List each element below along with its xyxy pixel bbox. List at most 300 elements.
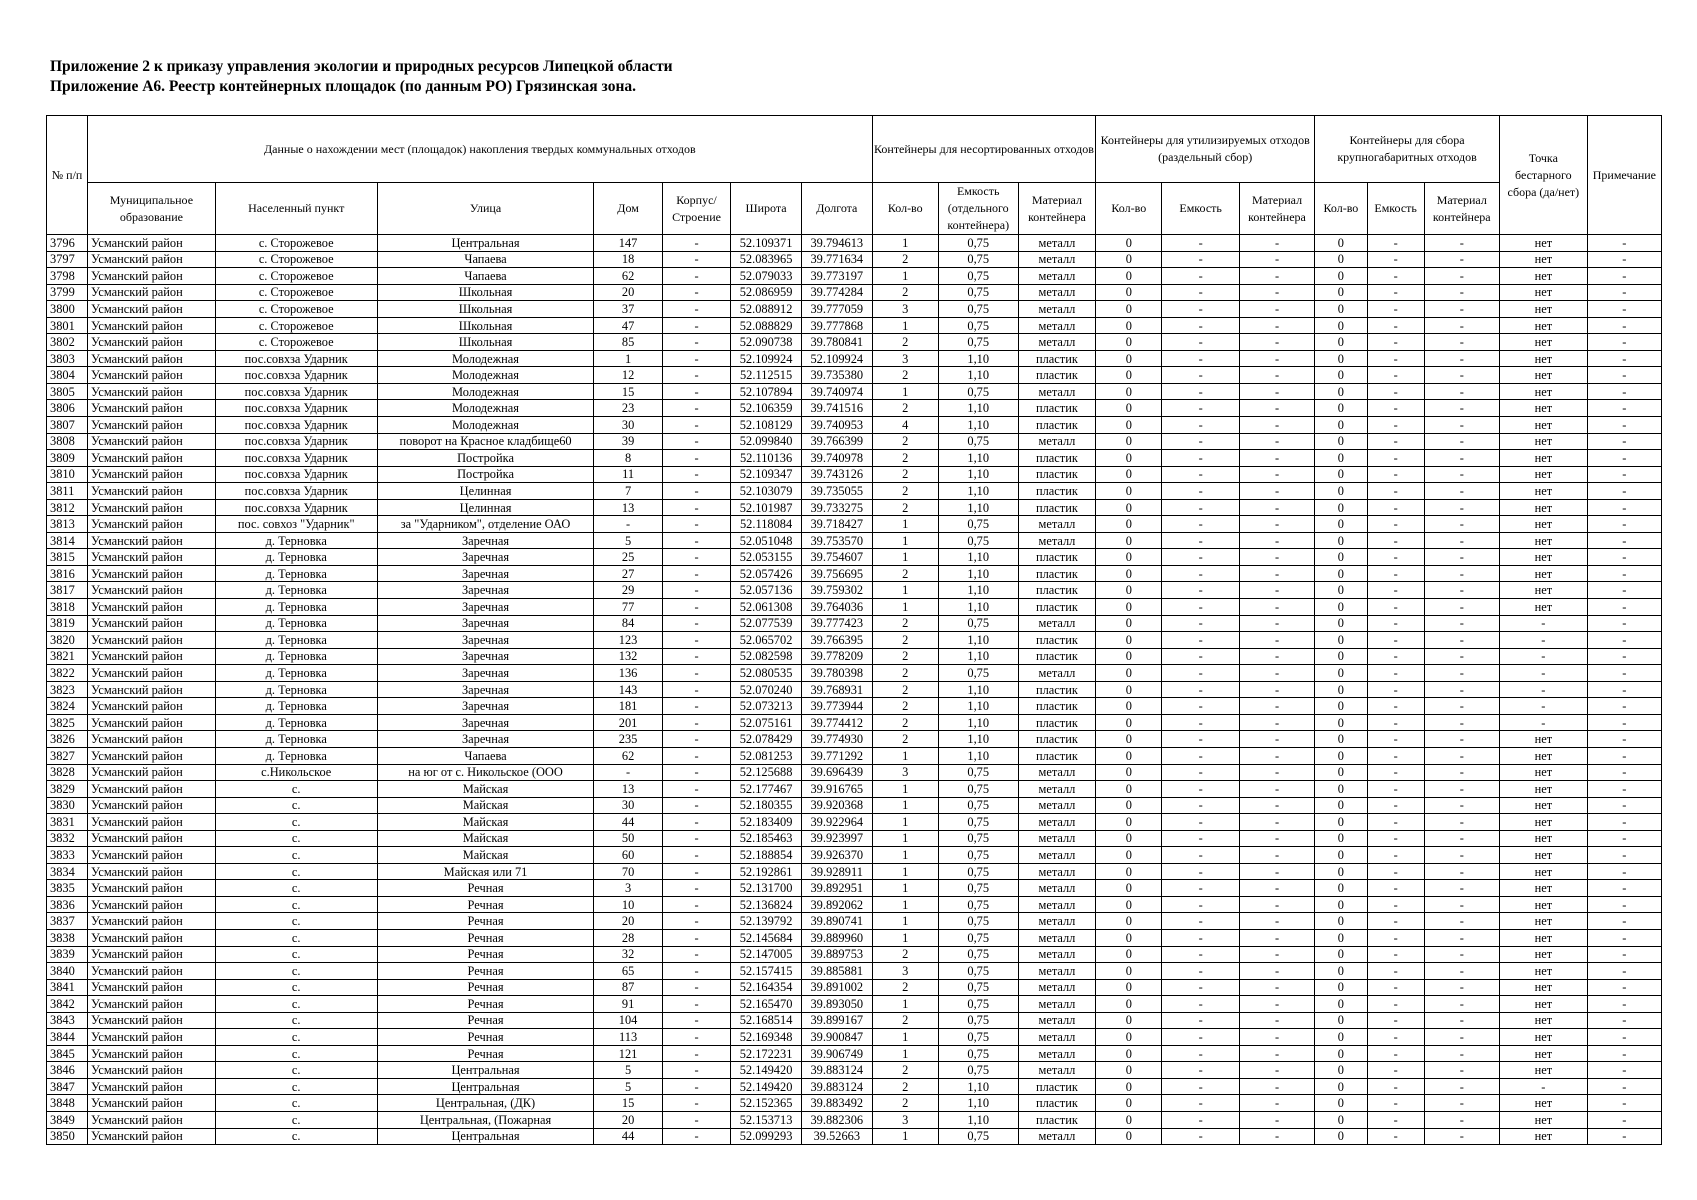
unsorted-material-cell: металл xyxy=(1018,235,1096,252)
municipality-cell: Усманский район xyxy=(88,284,216,301)
recycled-material-cell: - xyxy=(1239,1029,1314,1046)
bulky-material-cell: - xyxy=(1424,383,1499,400)
unsorted-capacity-cell: 0,75 xyxy=(938,781,1018,798)
building-cell: - xyxy=(662,797,730,814)
unsorted-capacity-cell: 0,75 xyxy=(938,880,1018,897)
table-row xyxy=(47,764,1662,781)
bulky-capacity-cell: - xyxy=(1367,268,1424,285)
bulky-material-cell: - xyxy=(1424,896,1499,913)
unsorted-count-cell: 2 xyxy=(872,1095,938,1112)
longitude-cell: 39.794613 xyxy=(801,235,872,252)
recycled-capacity-cell: - xyxy=(1162,963,1240,980)
bulky-material-cell: - xyxy=(1424,781,1499,798)
unsorted-count-cell: 3 xyxy=(872,963,938,980)
unsorted-material-cell: металл xyxy=(1018,665,1096,682)
house-cell: 15 xyxy=(594,1095,662,1112)
latitude-cell: 52.051048 xyxy=(731,532,802,549)
bulky-material-header: Материал контейнера xyxy=(1424,183,1499,235)
bagless-cell: нет xyxy=(1499,565,1587,582)
municipality-cell: Усманский район xyxy=(88,797,216,814)
recycled-count-cell: 0 xyxy=(1096,1111,1162,1128)
recycled-material-cell: - xyxy=(1239,367,1314,384)
recycled-capacity-cell: - xyxy=(1162,979,1240,996)
table-row xyxy=(47,284,1662,301)
building-cell: - xyxy=(662,400,730,417)
municipality-cell: Усманский район xyxy=(88,681,216,698)
bulky-material-cell: - xyxy=(1424,880,1499,897)
latitude-cell: 52.057136 xyxy=(731,582,802,599)
settlement-cell: с. xyxy=(215,880,377,897)
settlement-cell: с. xyxy=(215,1029,377,1046)
unsorted-material-cell: металл xyxy=(1018,929,1096,946)
recycled-material-cell: - xyxy=(1239,1012,1314,1029)
recycled-material-cell: - xyxy=(1239,417,1314,434)
note-cell: - xyxy=(1587,946,1661,963)
building-cell: - xyxy=(662,781,730,798)
note-cell: - xyxy=(1587,284,1661,301)
bulky-material-cell: - xyxy=(1424,516,1499,533)
row-number: 3818 xyxy=(47,599,88,616)
bulky-material-cell: - xyxy=(1424,714,1499,731)
recycled-capacity-cell: - xyxy=(1162,764,1240,781)
longitude-cell: 39.756695 xyxy=(801,565,872,582)
latitude-cell: 52.053155 xyxy=(731,549,802,566)
recycled-material-cell: - xyxy=(1239,1045,1314,1062)
bulky-capacity-cell: - xyxy=(1367,946,1424,963)
latitude-cell: 52.086959 xyxy=(731,284,802,301)
building-cell: - xyxy=(662,996,730,1013)
note-cell: - xyxy=(1587,764,1661,781)
house-cell: 30 xyxy=(594,417,662,434)
unsorted-material-cell: пластик xyxy=(1018,714,1096,731)
building-cell: - xyxy=(662,499,730,516)
longitude-cell: 39.773197 xyxy=(801,268,872,285)
row-number: 3834 xyxy=(47,863,88,880)
bulky-count-cell: 0 xyxy=(1315,599,1367,616)
settlement-cell: д. Терновка xyxy=(215,681,377,698)
recycled-material-cell: - xyxy=(1239,317,1314,334)
recycled-material-cell: - xyxy=(1239,565,1314,582)
bulky-count-cell: 0 xyxy=(1315,929,1367,946)
row-number: 3833 xyxy=(47,847,88,864)
building-cell: - xyxy=(662,1078,730,1095)
note-cell: - xyxy=(1587,599,1661,616)
unsorted-count-cell: 3 xyxy=(872,764,938,781)
title-line-1: Приложение 2 к приказу управления экологии и природных ресурсов Липецкой области xyxy=(50,58,673,75)
longitude-cell: 39.780841 xyxy=(801,334,872,351)
latitude-cell: 52.109347 xyxy=(731,466,802,483)
bagless-cell: нет xyxy=(1499,764,1587,781)
unsorted-count-cell: 2 xyxy=(872,565,938,582)
recycled-count-cell: 0 xyxy=(1096,764,1162,781)
recycled-capacity-cell: - xyxy=(1162,681,1240,698)
bulky-material-cell: - xyxy=(1424,1095,1499,1112)
recycled-capacity-cell: - xyxy=(1162,301,1240,318)
recycled-material-cell: - xyxy=(1239,963,1314,980)
recycled-capacity-cell: - xyxy=(1162,334,1240,351)
bulky-capacity-cell: - xyxy=(1367,483,1424,500)
municipality-cell: Усманский район xyxy=(88,483,216,500)
recycled-capacity-cell: - xyxy=(1162,615,1240,632)
building-cell: - xyxy=(662,681,730,698)
recycled-count-cell: 0 xyxy=(1096,681,1162,698)
building-cell: - xyxy=(662,1029,730,1046)
settlement-cell: д. Терновка xyxy=(215,599,377,616)
bulky-capacity-cell: - xyxy=(1367,417,1424,434)
latitude-header: Широта xyxy=(731,183,802,235)
row-number: 3824 xyxy=(47,698,88,715)
unsorted-count-cell: 2 xyxy=(872,284,938,301)
house-cell: 136 xyxy=(594,665,662,682)
unsorted-material-cell: пластик xyxy=(1018,582,1096,599)
recycled-count-cell: 0 xyxy=(1096,863,1162,880)
unsorted-material-cell: металл xyxy=(1018,301,1096,318)
street-cell: Чапаева xyxy=(377,747,594,764)
row-number: 3839 xyxy=(47,946,88,963)
recycled-capacity-cell: - xyxy=(1162,1045,1240,1062)
recycled-capacity-header: Емкость xyxy=(1162,183,1240,235)
row-number: 3827 xyxy=(47,747,88,764)
bulky-count-cell: 0 xyxy=(1315,681,1367,698)
bulky-capacity-cell: - xyxy=(1367,301,1424,318)
municipality-cell: Усманский район xyxy=(88,747,216,764)
bulky-count-cell: 0 xyxy=(1315,880,1367,897)
recycled-count-cell: 0 xyxy=(1096,714,1162,731)
latitude-cell: 52.139792 xyxy=(731,913,802,930)
recycled-count-cell: 0 xyxy=(1096,499,1162,516)
note-cell: - xyxy=(1587,979,1661,996)
recycled-material-cell: - xyxy=(1239,1062,1314,1079)
bulky-capacity-cell: - xyxy=(1367,929,1424,946)
note-cell: - xyxy=(1587,681,1661,698)
municipality-cell: Усманский район xyxy=(88,251,216,268)
settlement-cell: с. xyxy=(215,946,377,963)
building-cell: - xyxy=(662,1012,730,1029)
unsorted-capacity-cell: 1,10 xyxy=(938,1078,1018,1095)
bulky-material-cell: - xyxy=(1424,317,1499,334)
recycled-count-cell: 0 xyxy=(1096,483,1162,500)
bulky-material-cell: - xyxy=(1424,1111,1499,1128)
building-cell: - xyxy=(662,1045,730,1062)
street-cell: Чапаева xyxy=(377,268,594,285)
recycled-material-cell: - xyxy=(1239,665,1314,682)
house-cell: 20 xyxy=(594,913,662,930)
bulky-capacity-cell: - xyxy=(1367,747,1424,764)
unsorted-count-cell: 3 xyxy=(872,301,938,318)
recycled-count-cell: 0 xyxy=(1096,632,1162,649)
longitude-cell: 39.889753 xyxy=(801,946,872,963)
recycled-capacity-cell: - xyxy=(1162,1012,1240,1029)
note-cell: - xyxy=(1587,1095,1661,1112)
bulky-count-cell: 0 xyxy=(1315,665,1367,682)
unsorted-material-cell: металл xyxy=(1018,532,1096,549)
latitude-cell: 52.177467 xyxy=(731,781,802,798)
bulky-material-cell: - xyxy=(1424,582,1499,599)
bagless-cell: нет xyxy=(1499,863,1587,880)
building-cell: - xyxy=(662,466,730,483)
bagless-cell: нет xyxy=(1499,731,1587,748)
house-cell: 62 xyxy=(594,268,662,285)
bulky-count-cell: 0 xyxy=(1315,350,1367,367)
building-cell: - xyxy=(662,963,730,980)
recycled-capacity-cell: - xyxy=(1162,830,1240,847)
recycled-count-header: Кол-во xyxy=(1096,183,1162,235)
note-cell: - xyxy=(1587,400,1661,417)
unsorted-capacity-cell: 0,75 xyxy=(938,284,1018,301)
longitude-cell: 39.696439 xyxy=(801,764,872,781)
house-cell: 39 xyxy=(594,433,662,450)
unsorted-count-cell: 1 xyxy=(872,1045,938,1062)
latitude-cell: 52.172231 xyxy=(731,1045,802,1062)
note-cell: - xyxy=(1587,847,1661,864)
row-number: 3844 xyxy=(47,1029,88,1046)
recycled-capacity-cell: - xyxy=(1162,632,1240,649)
unsorted-capacity-cell: 0,75 xyxy=(938,913,1018,930)
note-cell: - xyxy=(1587,1045,1661,1062)
settlement-cell: с. Сторожевое xyxy=(215,251,377,268)
recycled-capacity-cell: - xyxy=(1162,450,1240,467)
unsorted-capacity-cell: 0,75 xyxy=(938,615,1018,632)
unsorted-capacity-cell: 0,75 xyxy=(938,830,1018,847)
recycled-material-cell: - xyxy=(1239,251,1314,268)
house-cell: 70 xyxy=(594,863,662,880)
recycled-count-cell: 0 xyxy=(1096,334,1162,351)
street-cell: Центральная xyxy=(377,1078,594,1095)
latitude-cell: 52.192861 xyxy=(731,863,802,880)
municipality-cell: Усманский район xyxy=(88,582,216,599)
longitude-cell: 39.768931 xyxy=(801,681,872,698)
row-number: 3812 xyxy=(47,499,88,516)
bulky-count-cell: 0 xyxy=(1315,1012,1367,1029)
street-cell: Заречная xyxy=(377,681,594,698)
recycled-count-cell: 0 xyxy=(1096,1128,1162,1145)
street-cell: Майская xyxy=(377,781,594,798)
row-number: 3811 xyxy=(47,483,88,500)
house-cell: 121 xyxy=(594,1045,662,1062)
row-number: 3841 xyxy=(47,979,88,996)
building-cell: - xyxy=(662,747,730,764)
unsorted-material-cell: металл xyxy=(1018,1128,1096,1145)
house-cell: 25 xyxy=(594,549,662,566)
bulky-capacity-cell: - xyxy=(1367,532,1424,549)
bagless-cell: нет xyxy=(1499,913,1587,930)
house-cell: 87 xyxy=(594,979,662,996)
bulky-material-cell: - xyxy=(1424,400,1499,417)
latitude-cell: 52.169348 xyxy=(731,1029,802,1046)
recycled-count-cell: 0 xyxy=(1096,350,1162,367)
recycled-material-cell: - xyxy=(1239,599,1314,616)
latitude-cell: 52.082598 xyxy=(731,648,802,665)
bulky-capacity-cell: - xyxy=(1367,979,1424,996)
unsorted-capacity-cell: 1,10 xyxy=(938,632,1018,649)
settlement-cell: с. xyxy=(215,963,377,980)
unsorted-capacity-cell: 1,10 xyxy=(938,714,1018,731)
house-cell: 143 xyxy=(594,681,662,698)
bagless-cell: нет xyxy=(1499,268,1587,285)
municipality-cell: Усманский район xyxy=(88,632,216,649)
note-cell: - xyxy=(1587,483,1661,500)
bagless-cell: нет xyxy=(1499,946,1587,963)
bulky-capacity-cell: - xyxy=(1367,1012,1424,1029)
recycled-count-cell: 0 xyxy=(1096,317,1162,334)
note-cell: - xyxy=(1587,1111,1661,1128)
settlement-cell: д. Терновка xyxy=(215,747,377,764)
longitude-cell: 39.892062 xyxy=(801,896,872,913)
street-cell: Заречная xyxy=(377,648,594,665)
unsorted-count-cell: 2 xyxy=(872,979,938,996)
unsorted-count-cell: 2 xyxy=(872,681,938,698)
bulky-count-cell: 0 xyxy=(1315,317,1367,334)
street-cell: Молодежная xyxy=(377,383,594,400)
municipality-cell: Усманский район xyxy=(88,830,216,847)
note-cell: - xyxy=(1587,648,1661,665)
recycled-capacity-cell: - xyxy=(1162,268,1240,285)
bulky-count-cell: 0 xyxy=(1315,979,1367,996)
bulky-count-cell: 0 xyxy=(1315,714,1367,731)
bagless-cell: нет xyxy=(1499,334,1587,351)
note-cell: - xyxy=(1587,781,1661,798)
unsorted-count-cell: 2 xyxy=(872,731,938,748)
building-cell: - xyxy=(662,268,730,285)
recycled-material-cell: - xyxy=(1239,929,1314,946)
street-cell: за "Ударником", отделение ОАО xyxy=(377,516,594,533)
street-cell: Молодежная xyxy=(377,367,594,384)
latitude-cell: 52.075161 xyxy=(731,714,802,731)
unsorted-material-cell: пластик xyxy=(1018,549,1096,566)
recycled-capacity-cell: - xyxy=(1162,648,1240,665)
longitude-cell: 39.774412 xyxy=(801,714,872,731)
recycled-count-cell: 0 xyxy=(1096,549,1162,566)
row-number: 3822 xyxy=(47,665,88,682)
longitude-cell: 39.777868 xyxy=(801,317,872,334)
bulky-material-cell: - xyxy=(1424,532,1499,549)
unsorted-capacity-cell: 0,75 xyxy=(938,814,1018,831)
longitude-cell: 39.740974 xyxy=(801,383,872,400)
table-body xyxy=(47,235,1662,1145)
settlement-cell: с. xyxy=(215,847,377,864)
recycled-capacity-cell: - xyxy=(1162,582,1240,599)
settlement-cell: д. Терновка xyxy=(215,615,377,632)
unsorted-material-cell: металл xyxy=(1018,946,1096,963)
municipality-cell: Усманский район xyxy=(88,764,216,781)
bagless-cell: нет xyxy=(1499,797,1587,814)
bulky-count-cell: 0 xyxy=(1315,996,1367,1013)
bulky-material-cell: - xyxy=(1424,747,1499,764)
table-row xyxy=(47,599,1662,616)
row-number: 3797 xyxy=(47,251,88,268)
recycled-group-header: Контейнеры для утилизируемых отходов (раздельный сбор) xyxy=(1096,116,1315,183)
longitude-cell: 39.766395 xyxy=(801,632,872,649)
building-cell: - xyxy=(662,615,730,632)
recycled-material-cell: - xyxy=(1239,483,1314,500)
building-cell: - xyxy=(662,284,730,301)
bagless-cell: нет xyxy=(1499,350,1587,367)
recycled-count-cell: 0 xyxy=(1096,913,1162,930)
row-number: 3832 xyxy=(47,830,88,847)
recycled-count-cell: 0 xyxy=(1096,731,1162,748)
building-cell: - xyxy=(662,913,730,930)
note-cell: - xyxy=(1587,714,1661,731)
bulky-count-cell: 0 xyxy=(1315,466,1367,483)
recycled-capacity-cell: - xyxy=(1162,433,1240,450)
recycled-capacity-cell: - xyxy=(1162,781,1240,798)
row-number: 3849 xyxy=(47,1111,88,1128)
municipality-cell: Усманский район xyxy=(88,383,216,400)
unsorted-capacity-cell: 1,10 xyxy=(938,681,1018,698)
recycled-material-cell: - xyxy=(1239,714,1314,731)
unsorted-material-cell: металл xyxy=(1018,284,1096,301)
table-row xyxy=(47,516,1662,533)
unsorted-capacity-cell: 1,10 xyxy=(938,648,1018,665)
bulky-capacity-cell: - xyxy=(1367,714,1424,731)
house-cell: 147 xyxy=(594,235,662,252)
settlement-cell: с. xyxy=(215,1095,377,1112)
bulky-capacity-cell: - xyxy=(1367,599,1424,616)
unsorted-capacity-cell: 0,75 xyxy=(938,516,1018,533)
row-number: 3847 xyxy=(47,1078,88,1095)
unsorted-capacity-cell: 0,75 xyxy=(938,665,1018,682)
recycled-material-cell: - xyxy=(1239,698,1314,715)
bulky-material-cell: - xyxy=(1424,764,1499,781)
street-cell: Речная xyxy=(377,1029,594,1046)
street-cell: Молодежная xyxy=(377,350,594,367)
table-row xyxy=(47,1012,1662,1029)
bagless-cell: нет xyxy=(1499,1111,1587,1128)
longitude-cell: 39.922964 xyxy=(801,814,872,831)
note-cell: - xyxy=(1587,632,1661,649)
municipality-cell: Усманский район xyxy=(88,450,216,467)
recycled-capacity-cell: - xyxy=(1162,284,1240,301)
latitude-cell: 52.083965 xyxy=(731,251,802,268)
table-row xyxy=(47,665,1662,682)
settlement-cell: пос.совхза Ударник xyxy=(215,400,377,417)
bulky-count-cell: 0 xyxy=(1315,301,1367,318)
unsorted-count-cell: 1 xyxy=(872,747,938,764)
longitude-cell: 39.928911 xyxy=(801,863,872,880)
bagless-cell: нет xyxy=(1499,1128,1587,1145)
table-row xyxy=(47,632,1662,649)
table-row xyxy=(47,781,1662,798)
bulky-material-cell: - xyxy=(1424,367,1499,384)
recycled-count-cell: 0 xyxy=(1096,781,1162,798)
unsorted-count-cell: 1 xyxy=(872,929,938,946)
unsorted-count-cell: 2 xyxy=(872,946,938,963)
recycled-count-cell: 0 xyxy=(1096,615,1162,632)
table-row xyxy=(47,549,1662,566)
recycled-material-cell: - xyxy=(1239,383,1314,400)
longitude-cell: 39.735055 xyxy=(801,483,872,500)
bagless-cell: нет xyxy=(1499,433,1587,450)
note-header: Примечание xyxy=(1587,116,1661,235)
recycled-material-cell: - xyxy=(1239,268,1314,285)
longitude-cell: 39.899167 xyxy=(801,1012,872,1029)
bulky-capacity-cell: - xyxy=(1367,350,1424,367)
bulky-count-cell: 0 xyxy=(1315,731,1367,748)
note-cell: - xyxy=(1587,814,1661,831)
row-number: 3845 xyxy=(47,1045,88,1062)
note-cell: - xyxy=(1587,1062,1661,1079)
bulky-capacity-cell: - xyxy=(1367,499,1424,516)
table-row xyxy=(47,532,1662,549)
unsorted-capacity-cell: 0,75 xyxy=(938,996,1018,1013)
bulky-capacity-cell: - xyxy=(1367,1078,1424,1095)
longitude-header: Долгота xyxy=(801,183,872,235)
longitude-cell: 39.891002 xyxy=(801,979,872,996)
bagless-cell: нет xyxy=(1499,1045,1587,1062)
longitude-cell: 39.733275 xyxy=(801,499,872,516)
table-header xyxy=(47,116,1662,235)
bagless-cell: нет xyxy=(1499,317,1587,334)
